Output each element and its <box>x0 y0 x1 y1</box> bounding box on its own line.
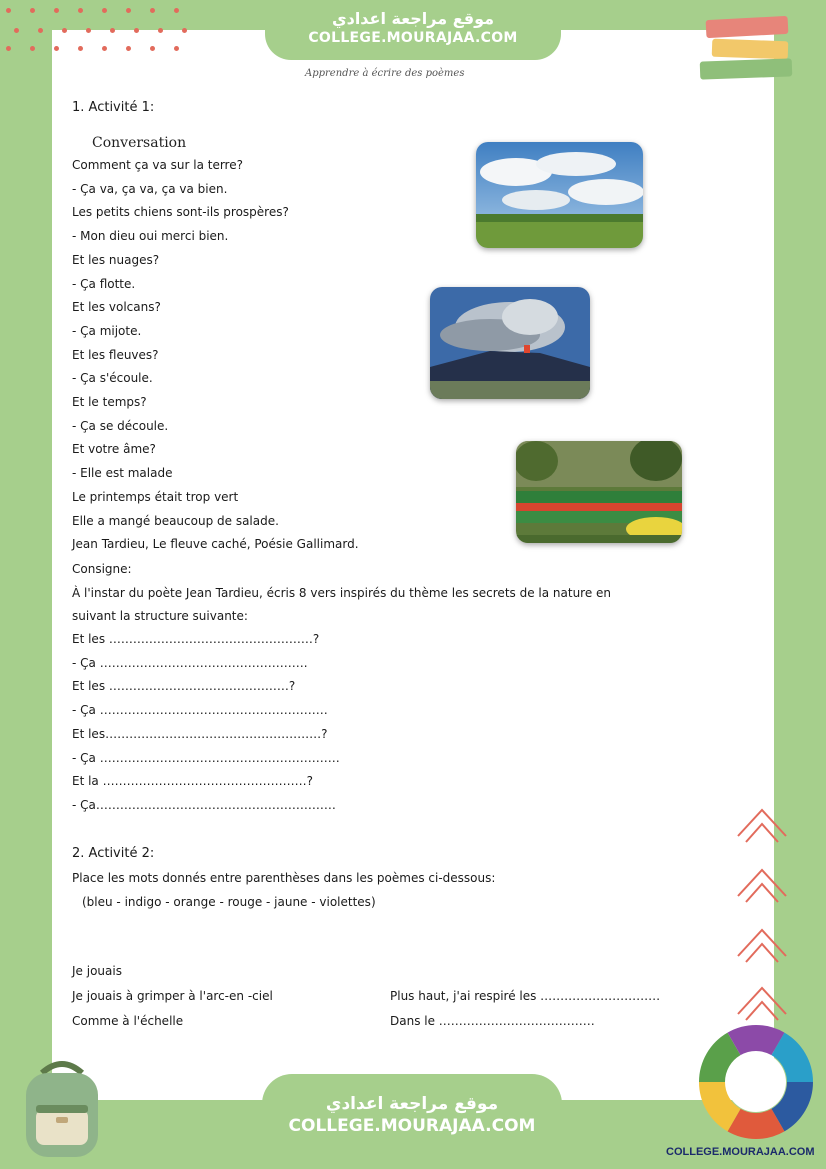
garden-photo <box>516 441 682 543</box>
dot <box>174 8 179 13</box>
template-line[interactable]: Et les ……………………………………………? <box>72 632 320 646</box>
poem-line: - Ça flotte. <box>72 276 136 291</box>
dot <box>6 8 11 13</box>
poem2-fill-line[interactable]: Dans le ………………………………… <box>390 1014 595 1028</box>
dot <box>14 28 19 33</box>
poem-line: Les petits chiens sont-ils prospères? <box>72 205 289 220</box>
dot <box>158 28 163 33</box>
consigne-label: Consigne: <box>72 562 132 576</box>
chevron-up-icon <box>734 792 790 848</box>
chevron-up-icon <box>734 912 790 968</box>
template-line[interactable]: - Ça ………………………………………………… <box>72 703 328 718</box>
dot <box>182 28 187 33</box>
poem-line: Comment ça va sur la terre? <box>72 158 243 172</box>
header-tab <box>265 0 561 60</box>
template-line[interactable]: - Ça ……………………………………………. <box>72 655 308 670</box>
poem-line: - Ça va, ça va, ça va bien. <box>72 181 228 196</box>
poem-line: Et le temps? <box>72 395 147 409</box>
logo-caption: COLLEGE.MOURAJAA.COM <box>666 1146 815 1158</box>
chevron-up-icon <box>734 970 790 1026</box>
chevron-up-icon <box>734 852 790 908</box>
consigne-line: suivant la structure suivante: <box>72 609 248 623</box>
dot <box>174 46 179 51</box>
poem-line: Et les volcans? <box>72 300 161 315</box>
template-line[interactable]: Et la ……………………………………………? <box>72 774 313 789</box>
dot <box>62 28 67 33</box>
sky-landscape-photo <box>476 142 643 248</box>
page-subtitle: Apprendre à écrire des poèmes <box>305 68 465 79</box>
dot <box>86 28 91 33</box>
poem-line: Jean Tardieu, Le fleuve caché, Poésie Gallimard. <box>72 537 359 552</box>
consigne-line: À l'instar du poète Jean Tardieu, écris 8 vers inspirés du thème les secrets de la nature en <box>72 586 612 600</box>
footer-arabic-title: موقع مراجعة اعدادي <box>325 1094 499 1114</box>
dot <box>54 8 59 13</box>
dot <box>78 8 83 13</box>
dot <box>134 28 139 33</box>
poem-line: - Mon dieu oui merci bien. <box>72 229 229 244</box>
poem-line: Elle a mangé beaucoup de salade. <box>72 513 279 528</box>
activity2-instruction: Place les mots donnés entre parenthèses dans les poèmes ci-dessous: <box>72 871 496 885</box>
dot <box>126 46 131 51</box>
template-line[interactable]: - Ça …………………………………………………… <box>72 750 340 765</box>
volcano-photo <box>430 287 590 399</box>
poem-line: - Ça s'écoule. <box>72 371 153 386</box>
dot <box>6 46 11 51</box>
header-arabic-title: موقع مراجعة اعدادي <box>331 9 495 28</box>
dot <box>30 8 35 13</box>
poem-line: Et votre âme? <box>72 442 156 457</box>
dot <box>150 46 155 51</box>
dot <box>126 8 131 13</box>
poem2-line: Je jouais <box>72 964 122 978</box>
footer-tab <box>262 1074 562 1169</box>
template-line[interactable]: - Ça…………………………………………………… <box>72 797 336 812</box>
backpack-icon <box>12 1055 112 1160</box>
template-line[interactable]: Et les………………………………………………? <box>72 726 328 741</box>
template-line[interactable]: Et les ………………………………………? <box>72 679 296 694</box>
poem-line: Le printemps était trop vert <box>72 489 239 504</box>
dot <box>38 28 43 33</box>
poem-line: - Ça mijote. <box>72 323 142 338</box>
poem-line: - Elle est malade <box>72 466 173 481</box>
college-logo <box>696 1024 816 1142</box>
poem-line: - Ça se découle. <box>72 418 169 433</box>
dot <box>110 28 115 33</box>
dot <box>150 8 155 13</box>
activity1-title: 1. Activité 1: <box>72 100 155 115</box>
dot <box>102 8 107 13</box>
poem2-line: Je jouais à grimper à l'arc-en -ciel <box>72 989 273 1003</box>
dot <box>78 46 83 51</box>
poem-line: Et les fleuves? <box>72 347 159 362</box>
poem2-line[interactable]: Comme à l'échelle <box>72 1014 184 1028</box>
activity2-title: 2. Activité 2: <box>72 846 155 861</box>
conversation-heading: Conversation <box>92 135 187 151</box>
footer-url[interactable]: COLLEGE.MOURAJAA.COM <box>288 1116 536 1136</box>
word-list: (bleu - indigo - orange - rouge - jaune - violettes) <box>82 895 376 909</box>
dot <box>102 46 107 51</box>
dot <box>30 46 35 51</box>
poem-line: Et les nuages? <box>72 252 160 267</box>
decorative-dots <box>0 0 200 60</box>
dot <box>54 46 59 51</box>
header-url[interactable]: COLLEGE.MOURAJAA.COM <box>308 30 518 46</box>
poem2-fill-line[interactable]: Plus haut, j'ai respiré les ………………………… <box>390 989 661 1003</box>
